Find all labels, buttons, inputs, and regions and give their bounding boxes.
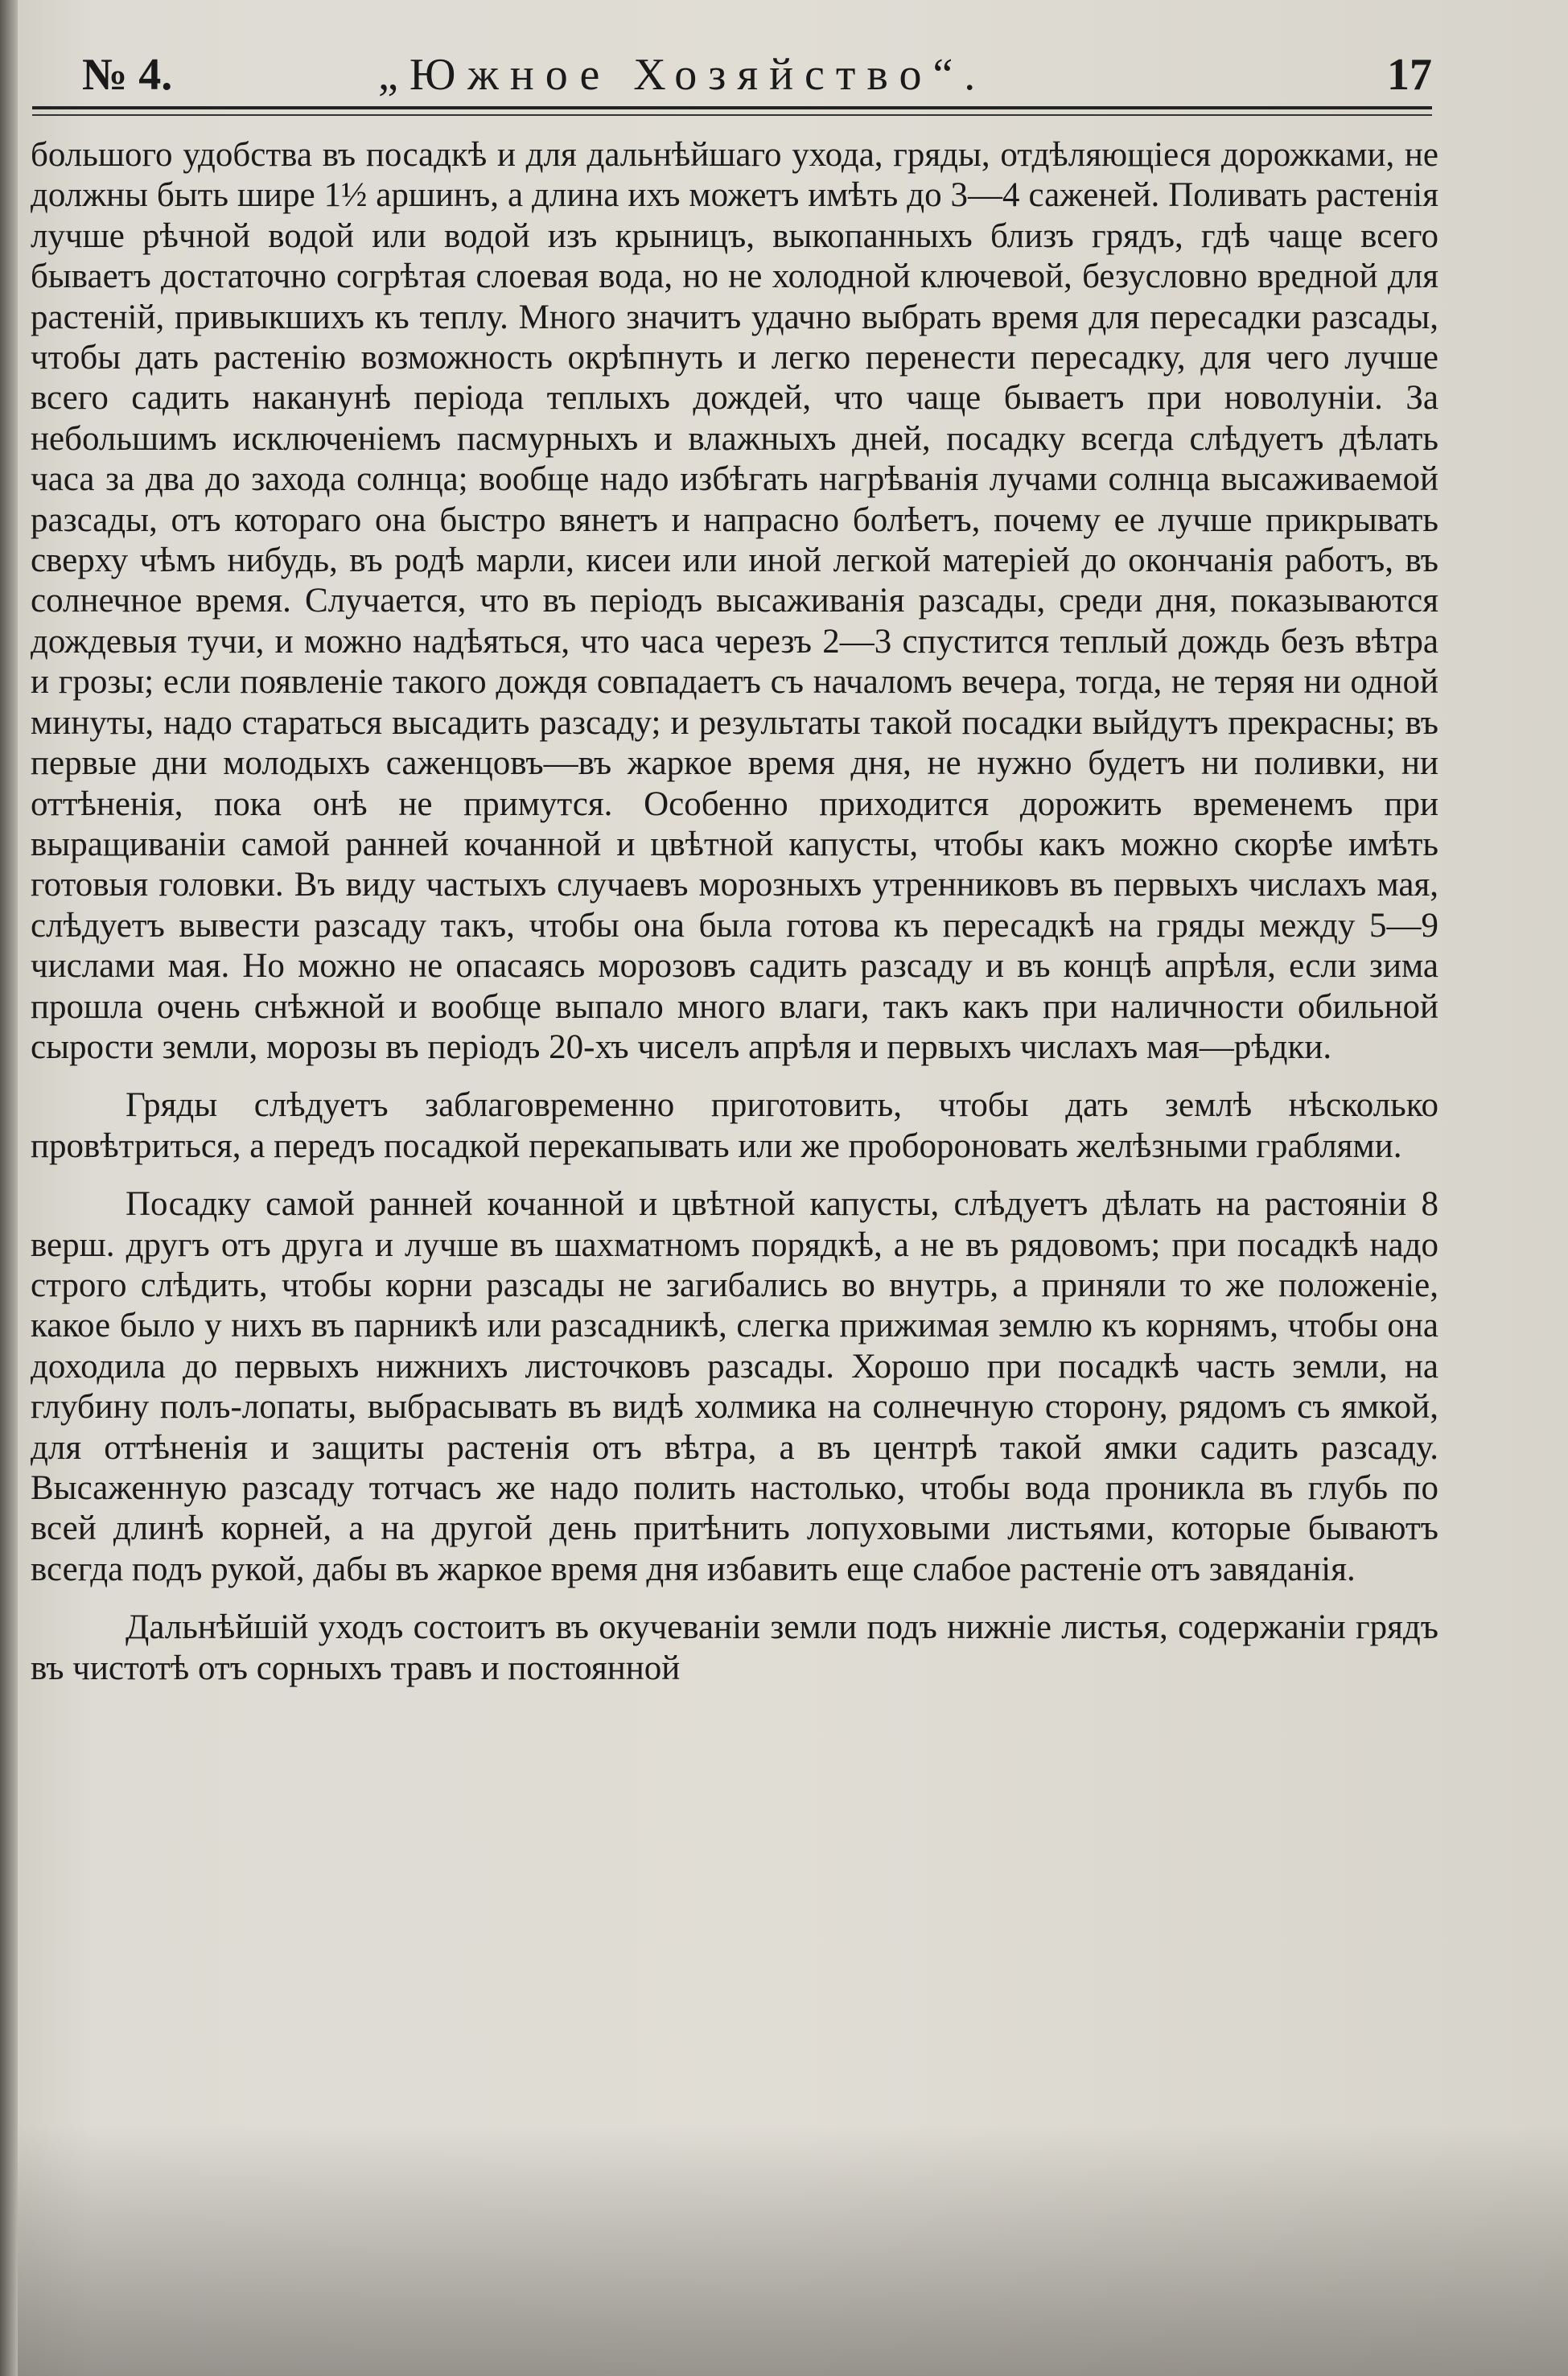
paragraph: Гряды слѣдуетъ заблаговременно приготовить, чтобы дать землѣ нѣсколько провѣтриться, а передъ посадкой перекапывать или же пробороновать желѣзными граблями.: [31, 1086, 1438, 1165]
book-spine-shadow: [0, 0, 18, 2376]
header-rule-thin: [32, 114, 1432, 116]
journal-title: „Южное Хозяйство“.: [378, 50, 987, 100]
page-header: [32, 47, 1432, 111]
paragraph: Посадку самой ранней кочанной и цвѣтной капусты, слѣдуетъ дѣлать на растояніи 8 верш. другъ отъ друга и лучше въ шахматномъ порядкѣ, а не въ рядовомъ; при посадкѣ надо строго слѣдить, чтобы корни разсады не загибались во внутрь, а приняли то же положеніе, какое было у нихъ въ парникѣ или разсадникѣ, слегка прижимая землю къ корнямъ, чтобы она доходила до первыхъ нижнихъ листочковъ разсады. Хорошо при посадкѣ часть земли, на глубину полъ-лопаты, выбрасывать въ видѣ холмика на солнечную сторону, рядомъ съ ямкой, для оттѣненія и защиты растенія отъ вѣтра, а въ центрѣ такой ямки садить разсаду. Высаженную разсаду тотчасъ же надо полить настолько, чтобы вода проникла въ глубь по всей длинѣ корней, а на другой день притѣнить лопуховыми листьями, которые бываютъ всегда подъ рукой, дабы въ жаркое время дня избавить еще слабое растеніе отъ завяданія.: [31, 1185, 1438, 1588]
page-number: 17: [1387, 50, 1432, 100]
header-rule-thick: [32, 106, 1432, 109]
page-bottom-shadow: [18, 2124, 1568, 2376]
article-body: [31, 135, 1438, 1689]
issue-number: № 4.: [82, 50, 173, 100]
paragraph: Дальнѣйшій уходъ состоитъ въ окучеваніи земли подъ нижніе листья, содержаніи грядъ въ чистотѣ отъ сорныхъ травъ и постоянной: [31, 1608, 1438, 1687]
paragraph: большого удобства въ посадкѣ и для дальнѣйшаго ухода, гряды, отдѣляющіеся дорожками, не должны быть шире 1½ аршинъ, а длина ихъ можетъ имѣть до 3—4 саженей. Поливать растенія лучше рѣчной водой или водой изъ крыницъ, выкопанныхъ близъ грядъ, гдѣ чаще всего бываетъ достаточно согрѣтая слоевая вода, но не холодной ключевой, безусловно вредной для растеній, привыкшихъ къ теплу. Много значитъ удачно выбрать время для пересадки разсады, чтобы дать растенію возможность окрѣпнуть и легко перенести пересадку, для чего лучше всего садить наканунѣ періода теплыхъ дождей, что чаще бываетъ при новолуніи. За небольшимъ исключеніемъ пасмурныхъ и влажныхъ дней, посадку всегда слѣдуетъ дѣлать часа за два до захода солнца; вообще надо избѣгать нагрѣванія лучами солнца высаживаемой разсады, отъ котораго она быстро вянетъ и напрасно болѣетъ, почему ее лучше прикрывать сверху чѣмъ нибудь, въ родѣ марли, кисеи или иной легкой матеріей до окончанія работъ, въ солнечное время. Случается, что въ періодъ высаживанія разсады, среди дня, показываются дождевыя тучи, и можно надѣяться, что часа черезъ 2—3 спустится теплый дождь безъ вѣтра и грозы; если появленіе такого дождя совпадаетъ съ началомъ вечера, тогда, не теряя ни одной минуты, надо стараться высадить разсаду; и результаты такой посадки выйдутъ прекрасны; въ первые дни молодыхъ саженцовъ—въ жаркое время дня, не нужно будетъ ни поливки, ни оттѣненія, пока онѣ не примутся. Особенно приходится дорожить временемъ при выращиваніи самой ранней кочанной и цвѣтной капусты, чтобы какъ можно скорѣе имѣть готовыя головки. Въ виду частыхъ случаевъ морозныхъ утренниковъ въ первыхъ числахъ мая, слѣдуетъ вывести разсаду такъ, чтобы она была готова къ пересадкѣ на гряды между 5—9 числами мая. Но можно не опасаясь морозовъ садить разсаду и въ концѣ апрѣля, если зима прошла очень снѣжной и вообще выпало много влаги, такъ какъ при наличности обильной сырости земли, морозы въ періодъ 20-хъ чиселъ апрѣля и первыхъ числахъ мая—рѣдки.: [31, 136, 1438, 1066]
